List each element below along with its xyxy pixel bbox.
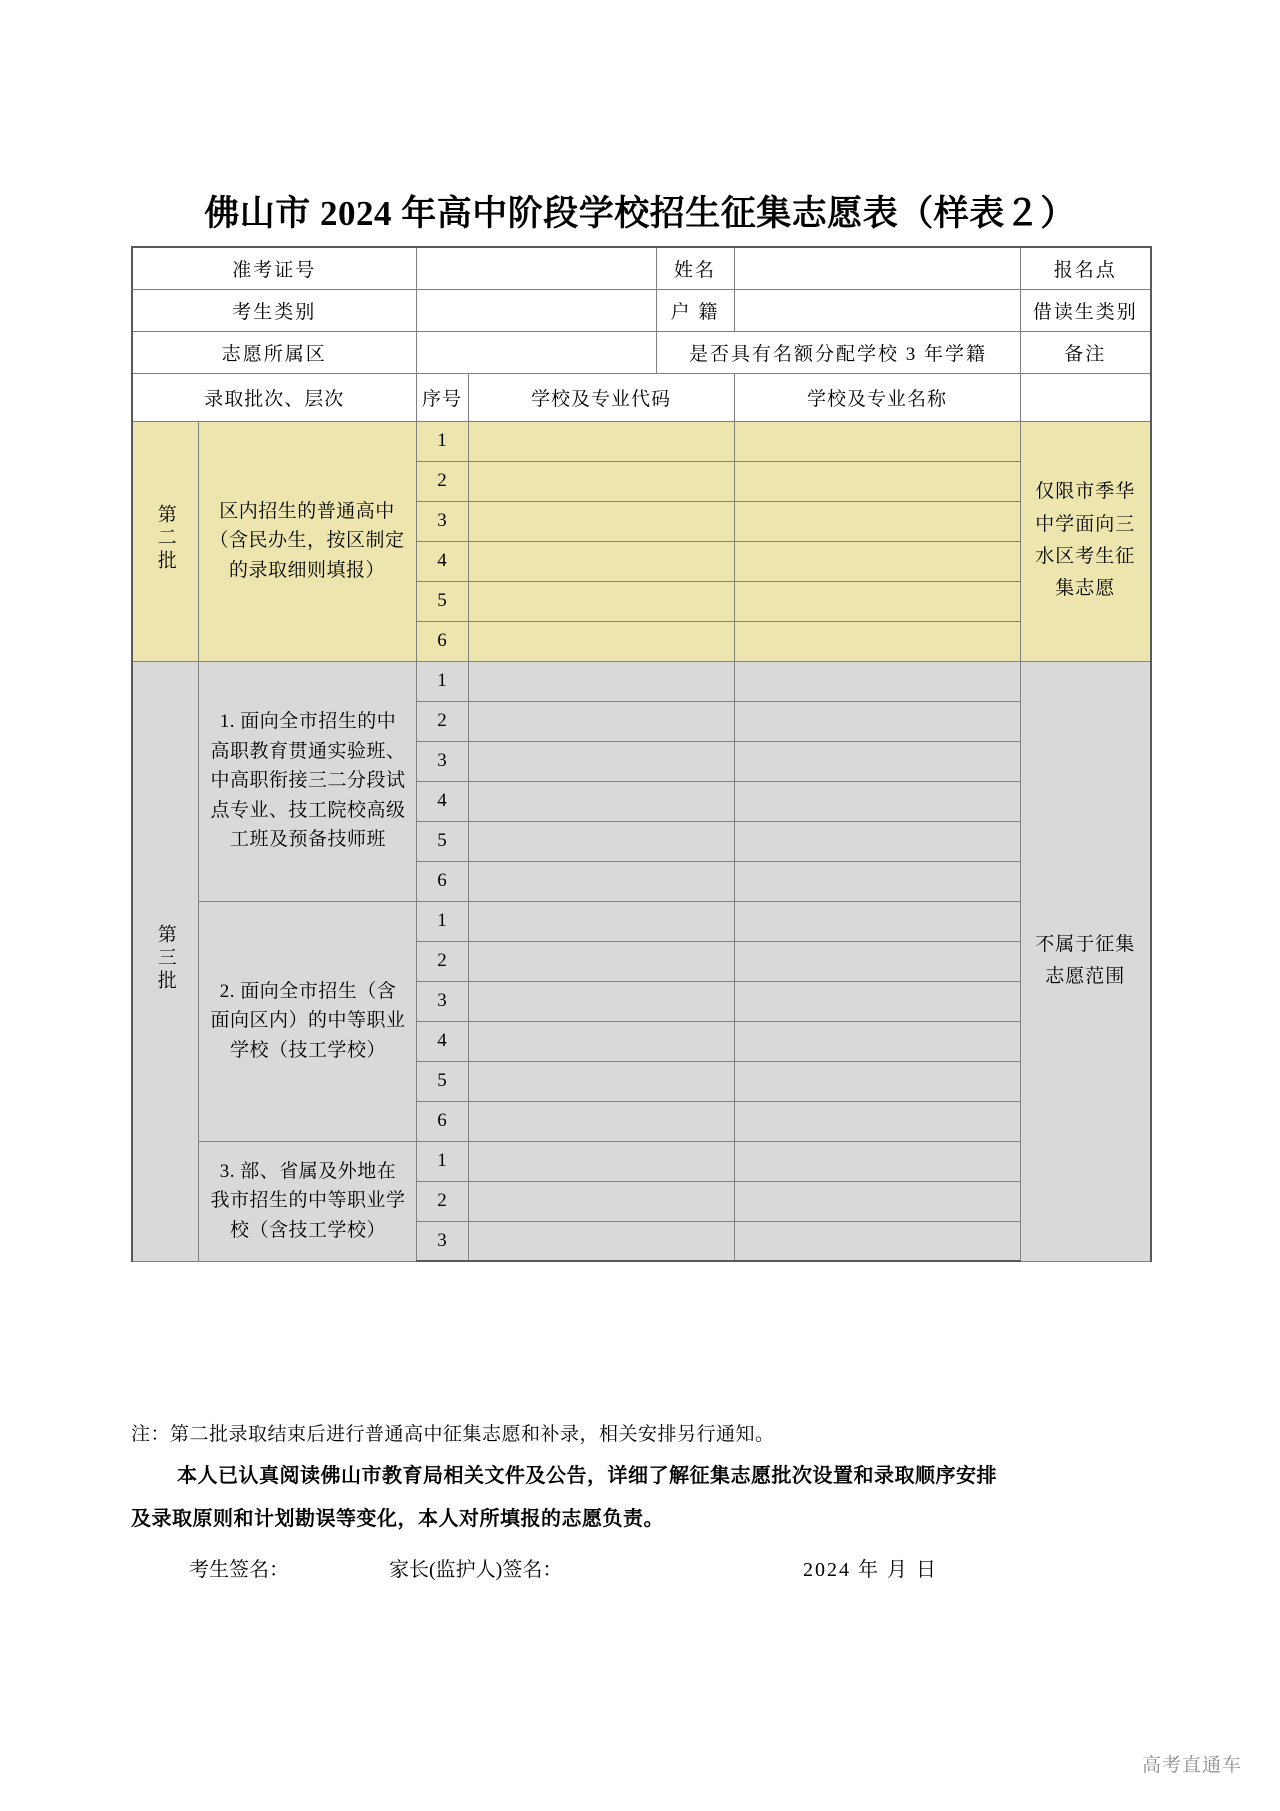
batch2-code-3[interactable] bbox=[468, 501, 734, 541]
batch3-g3-seq-2: 2 bbox=[416, 1181, 468, 1221]
batch3-group2-category: 2. 面向全市招生（含面向区内）的中等职业学校（技工学校） bbox=[198, 901, 416, 1141]
batch3-g1-name-4[interactable] bbox=[734, 781, 1020, 821]
batch3-g2-seq-2: 2 bbox=[416, 941, 468, 981]
batch3-g2-name-2[interactable] bbox=[734, 941, 1020, 981]
footer-statement-line2: 及录取原则和计划勘误等变化，本人对所填报的志愿负责。 bbox=[131, 1508, 664, 1531]
student-signature-label[interactable]: 考生签名： bbox=[189, 1559, 289, 1582]
batch2-seq-3: 3 bbox=[416, 501, 468, 541]
label-volunteer-district: 志愿所属区 bbox=[132, 331, 416, 373]
batch3-g2-seq-1: 1 bbox=[416, 901, 468, 941]
batch3-g1-seq-5: 5 bbox=[416, 821, 468, 861]
batch3-g1-seq-2: 2 bbox=[416, 701, 468, 741]
main-table bbox=[131, 246, 1152, 1262]
batch3-g2-code-2[interactable] bbox=[468, 941, 734, 981]
batch3-g2-name-5[interactable] bbox=[734, 1061, 1020, 1101]
footer-statement-line1: 本人已认真阅读佛山市教育局相关文件及公告，详细了解征集志愿批次设置和录取顺序安排 bbox=[177, 1465, 997, 1488]
batch3-g3-name-1[interactable] bbox=[734, 1141, 1020, 1181]
batch3-g2-seq-3: 3 bbox=[416, 981, 468, 1021]
label-transfer-student-type: 借读生类别 bbox=[1020, 289, 1151, 331]
batch3-g3-seq-1: 1 bbox=[416, 1141, 468, 1181]
batch3-g2-seq-5: 5 bbox=[416, 1061, 468, 1101]
batch2-name-4[interactable] bbox=[734, 541, 1020, 581]
batch3-g1-code-2[interactable] bbox=[468, 701, 734, 741]
table-row bbox=[132, 421, 1151, 461]
batch3-g2-name-1[interactable] bbox=[734, 901, 1020, 941]
batch2-seq-4: 4 bbox=[416, 541, 468, 581]
batch3-g2-code-4[interactable] bbox=[468, 1021, 734, 1061]
table-column-header-row bbox=[132, 373, 1151, 421]
batch2-seq-6: 6 bbox=[416, 621, 468, 661]
batch3-g3-code-2[interactable] bbox=[468, 1181, 734, 1221]
value-household-registration[interactable] bbox=[734, 289, 1020, 331]
batch2-name-2[interactable] bbox=[734, 461, 1020, 501]
batch2-label-cell bbox=[132, 421, 198, 661]
batch2-remark: 仅限市季华中学面向三水区考生征集志愿 bbox=[1020, 421, 1151, 661]
batch3-g1-name-1[interactable] bbox=[734, 661, 1020, 701]
batch3-g1-name-6[interactable] bbox=[734, 861, 1020, 901]
watermark: 高考直通车 bbox=[1141, 1755, 1242, 1776]
table-row-admission-number bbox=[132, 247, 1151, 289]
label-registration-point: 报名点 bbox=[1020, 247, 1151, 289]
batch3-g2-code-5[interactable] bbox=[468, 1061, 734, 1101]
footer-section bbox=[131, 1418, 1151, 1583]
batch3-g2-code-1[interactable] bbox=[468, 901, 734, 941]
batch3-g1-code-5[interactable] bbox=[468, 821, 734, 861]
batch3-g1-code-3[interactable] bbox=[468, 741, 734, 781]
column-header-remark-spacer bbox=[1020, 373, 1151, 421]
batch3-group1-category: 1. 面向全市招生的中高职教育贯通实验班、中高职衔接三二分段试点专业、技工院校高级工班及预备技师班 bbox=[198, 661, 416, 901]
batch2-name-3[interactable] bbox=[734, 501, 1020, 541]
batch3-g1-name-3[interactable] bbox=[734, 741, 1020, 781]
batch3-g1-seq-4: 4 bbox=[416, 781, 468, 821]
label-student-name: 姓名 bbox=[656, 247, 734, 289]
column-header-seq: 序号 bbox=[416, 373, 468, 421]
batch2-category: 区内招生的普通高中（含民办生，按区制定的录取细则填报） bbox=[198, 421, 416, 661]
batch2-name-5[interactable] bbox=[734, 581, 1020, 621]
batch2-seq-1: 1 bbox=[416, 421, 468, 461]
batch2-code-2[interactable] bbox=[468, 461, 734, 501]
batch3-g2-name-4[interactable] bbox=[734, 1021, 1020, 1061]
batch3-g1-name-2[interactable] bbox=[734, 701, 1020, 741]
label-admission-number: 准考证号 bbox=[132, 247, 416, 289]
batch3-g1-code-1[interactable] bbox=[468, 661, 734, 701]
batch3-g3-code-3[interactable] bbox=[468, 1221, 734, 1261]
batch3-label: 第三批 bbox=[154, 923, 176, 993]
volunteer-form-table bbox=[131, 246, 1150, 1262]
batch3-g2-seq-4: 4 bbox=[416, 1021, 468, 1061]
batch3-g3-seq-3: 3 bbox=[416, 1221, 468, 1261]
batch2-code-1[interactable] bbox=[468, 421, 734, 461]
batch2-code-5[interactable] bbox=[468, 581, 734, 621]
value-admission-number[interactable] bbox=[416, 247, 656, 289]
batch3-g2-code-3[interactable] bbox=[468, 981, 734, 1021]
table-row bbox=[132, 901, 1151, 941]
table-row-district bbox=[132, 331, 1151, 373]
column-header-batch: 录取批次、层次 bbox=[132, 373, 416, 421]
batch2-label: 第二批 bbox=[154, 503, 176, 573]
batch3-group3-category: 3. 部、省属及外地在我市招生的中等职业学校（含技工学校） bbox=[198, 1141, 416, 1261]
batch2-code-4[interactable] bbox=[468, 541, 734, 581]
batch3-g3-name-2[interactable] bbox=[734, 1181, 1020, 1221]
table-row-candidate-type bbox=[132, 289, 1151, 331]
table-row bbox=[132, 661, 1151, 701]
label-quota-school-3yr: 是否具有名额分配学校 3 年学籍 bbox=[656, 331, 1020, 373]
batch3-g1-name-5[interactable] bbox=[734, 821, 1020, 861]
batch3-g1-seq-6: 6 bbox=[416, 861, 468, 901]
batch3-g3-code-1[interactable] bbox=[468, 1141, 734, 1181]
batch3-g1-seq-1: 1 bbox=[416, 661, 468, 701]
batch3-g1-code-6[interactable] bbox=[468, 861, 734, 901]
batch3-g3-name-3[interactable] bbox=[734, 1221, 1020, 1261]
table-row bbox=[132, 1141, 1151, 1181]
batch3-label-cell bbox=[132, 661, 198, 1261]
batch2-code-6[interactable] bbox=[468, 621, 734, 661]
batch2-seq-5: 5 bbox=[416, 581, 468, 621]
batch2-name-1[interactable] bbox=[734, 421, 1020, 461]
batch3-remark: 不属于征集志愿范围 bbox=[1020, 661, 1151, 1261]
signature-row bbox=[131, 1553, 1151, 1583]
value-student-name[interactable] bbox=[734, 247, 1020, 289]
batch2-name-6[interactable] bbox=[734, 621, 1020, 661]
column-header-code: 学校及专业代码 bbox=[468, 373, 734, 421]
batch3-g2-name-3[interactable] bbox=[734, 981, 1020, 1021]
footer-note: 注：第二批录取结束后进行普通高中征集志愿和补录，相关安排另行通知。 bbox=[131, 1424, 775, 1445]
page-title: 佛山市 2024 年高中阶段学校招生征集志愿表（样表２） bbox=[204, 194, 1076, 233]
batch2-seq-2: 2 bbox=[416, 461, 468, 501]
batch3-g1-seq-3: 3 bbox=[416, 741, 468, 781]
value-candidate-type[interactable] bbox=[416, 289, 656, 331]
label-candidate-type: 考生类别 bbox=[132, 289, 416, 331]
column-header-name: 学校及专业名称 bbox=[734, 373, 1020, 421]
batch3-g2-seq-6: 6 bbox=[416, 1101, 468, 1141]
batch3-g1-code-4[interactable] bbox=[468, 781, 734, 821]
batch3-g2-name-6[interactable] bbox=[734, 1101, 1020, 1141]
guardian-signature-label[interactable]: 家长(监护人)签名： bbox=[389, 1559, 563, 1582]
label-remark-header: 备注 bbox=[1020, 331, 1151, 373]
batch3-g2-code-6[interactable] bbox=[468, 1101, 734, 1141]
signature-date[interactable]: 2024 年 月 日 bbox=[803, 1559, 938, 1582]
label-household-registration: 户 籍 bbox=[656, 289, 734, 331]
value-volunteer-district[interactable] bbox=[416, 331, 656, 373]
